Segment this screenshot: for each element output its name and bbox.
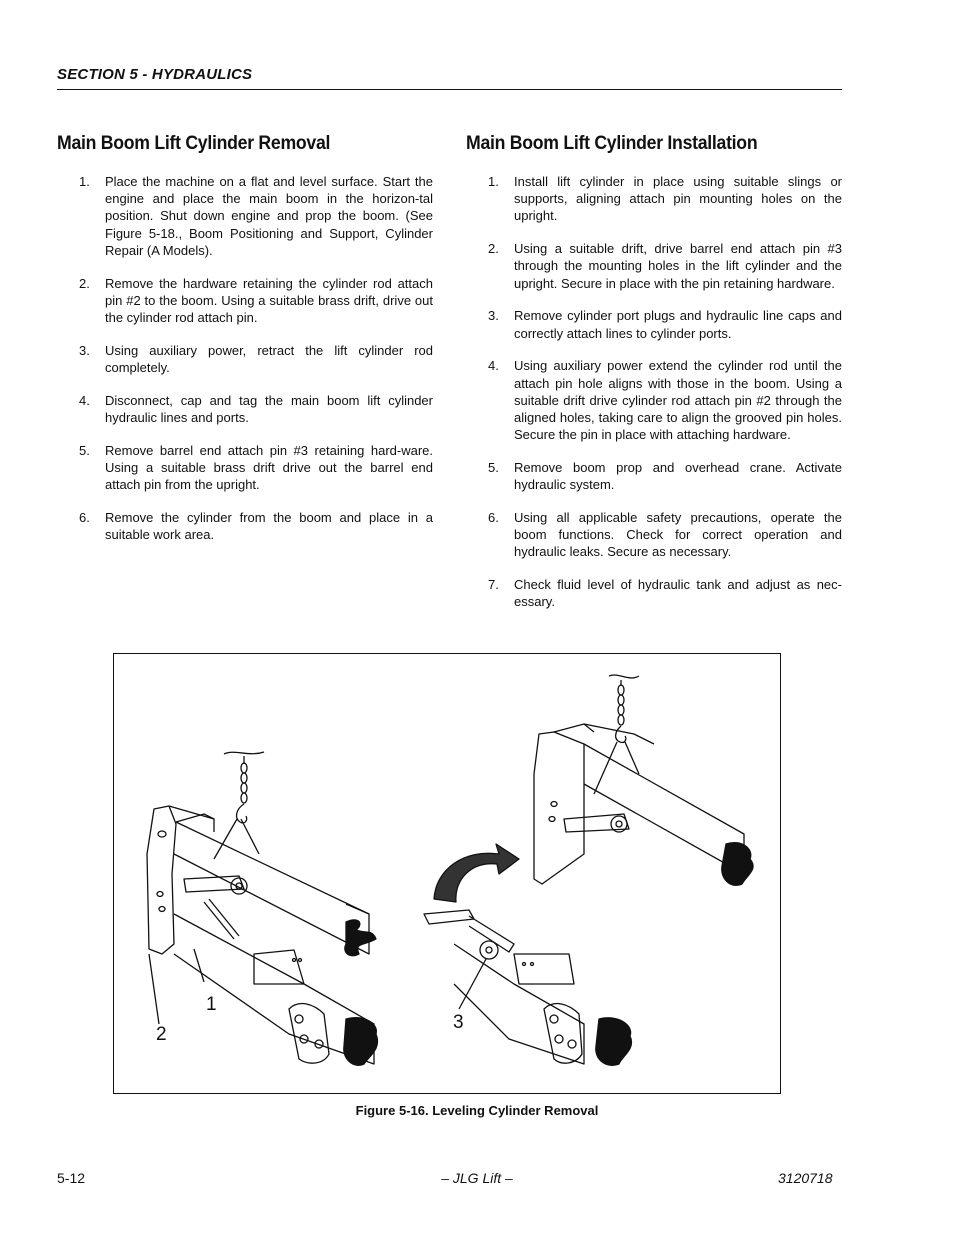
installation-step <box>466 307 842 341</box>
step-number: 6. <box>79 510 90 526</box>
step-number: 2. <box>79 275 90 291</box>
step-text: Using auxiliary power extend the cylinder rod until the attach pin hole aligns with those in the boom. Using a suitable drift drive cylinder rod attach pin #2 through the aligned holes, taking care to align the grooved pin holes. Secure the pin in place with attaching hardware. <box>514 358 842 443</box>
step-text: Disconnect, cap and tag the main boom lift cylinder hydraulic lines and ports. <box>105 392 433 426</box>
installation-step <box>466 173 842 225</box>
footer-brand: – JLG Lift – <box>441 1170 513 1186</box>
step-text: Install lift cylinder in place using suitable slings or supports, aligning attach pin mounting holes on the upright. <box>514 174 842 224</box>
step-text: Using a suitable drift, drive barrel end attach pin #3 through the mounting holes in the lift cylinder and the upright. Secure in place with the pin retaining hardware. <box>514 241 842 291</box>
crane-rope-left <box>224 752 264 754</box>
removal-step <box>57 342 433 376</box>
boom-upper-left <box>174 822 369 954</box>
removal-step <box>57 275 433 327</box>
step-text: Remove the hardware retaining the cylinder rod attach pin #2 to the boom. Using a suitable brass drift, drive out the cylinder rod attach pin. <box>105 275 433 326</box>
step-text: Remove cylinder port plugs and hydraulic line caps and correctly attach lines to cylinder ports. <box>514 308 842 341</box>
installation-step <box>466 240 842 292</box>
removal-title: Main Boom Lift Cylinder Removal <box>57 133 331 154</box>
removal-column <box>57 133 433 559</box>
header-rule <box>57 89 842 90</box>
callout-1: 1 <box>206 994 217 1015</box>
cylinder-right <box>564 814 629 832</box>
figure-illustration <box>113 653 781 1094</box>
callout-2: 2 <box>156 1024 167 1045</box>
step-number: 1. <box>488 174 499 189</box>
step-text: Place the machine on a flat and level surface. Start the engine and place the main boom in the horizon-tal position. Shut down engine and prop the boom. (See Figure 5-18., Boom Positioning and Support, Cylinder Repair (A Models). <box>105 174 433 258</box>
step-number: 3. <box>79 342 90 358</box>
removal-step <box>57 442 433 494</box>
step-number: 6. <box>488 510 499 526</box>
installation-steps <box>466 173 842 611</box>
step-number: 5. <box>488 460 499 476</box>
document-number: 3120718 <box>778 1170 833 1186</box>
callout-3: 3 <box>453 1012 464 1033</box>
chain-left <box>241 763 247 803</box>
removal-steps <box>57 173 433 543</box>
installation-step <box>466 509 842 561</box>
installation-step <box>466 576 842 610</box>
removal-step <box>57 509 433 543</box>
step-text: Remove the cylinder from the boom and place in a suitable work area. <box>105 510 433 543</box>
upright-right <box>534 732 584 884</box>
page-number: 5-12 <box>57 1170 86 1186</box>
step-text: Using auxiliary power, retract the lift cylinder rod completely. <box>105 342 433 376</box>
install-arrow <box>434 844 519 902</box>
step-number: 4. <box>79 392 90 408</box>
step-text: Remove barrel end attach pin #3 retaining hard-ware. Using a suitable brass drift drive out the barrel end attach pin from the upright. <box>105 442 433 493</box>
step-text: Using all applicable safety precautions, operate the boom functions. Check for correct operation and hydraulic leaks. Secure as necessary. <box>514 510 842 560</box>
installation-title: Main Boom Lift Cylinder Installation <box>466 133 758 154</box>
figure-caption: Figure 5-16. Leveling Cylinder Removal <box>355 1103 599 1118</box>
leveling-cylinder-drawing <box>114 654 780 1093</box>
step-text: Check fluid level of hydraulic tank and adjust as nec-essary. <box>514 577 842 610</box>
installation-column <box>466 133 842 626</box>
step-number: 3. <box>488 308 499 324</box>
boom-lower-right <box>454 944 584 1064</box>
section-header: SECTION 5 - HYDRAULICS <box>57 66 253 83</box>
upright-left <box>147 806 176 954</box>
step-text: Remove boom prop and overhead crane. Activate hydraulic system. <box>514 460 842 493</box>
mount-plate-left <box>289 1004 329 1064</box>
installation-step <box>466 357 842 443</box>
installation-step <box>466 459 842 493</box>
step-number: 1. <box>79 174 90 189</box>
removal-step <box>57 173 433 259</box>
step-number: 4. <box>488 358 499 374</box>
step-number: 7. <box>488 577 499 593</box>
step-number: 2. <box>488 241 499 257</box>
step-number: 5. <box>79 442 90 458</box>
cylinder-removed <box>424 910 474 924</box>
removal-step <box>57 392 433 426</box>
chain-right <box>618 685 624 725</box>
